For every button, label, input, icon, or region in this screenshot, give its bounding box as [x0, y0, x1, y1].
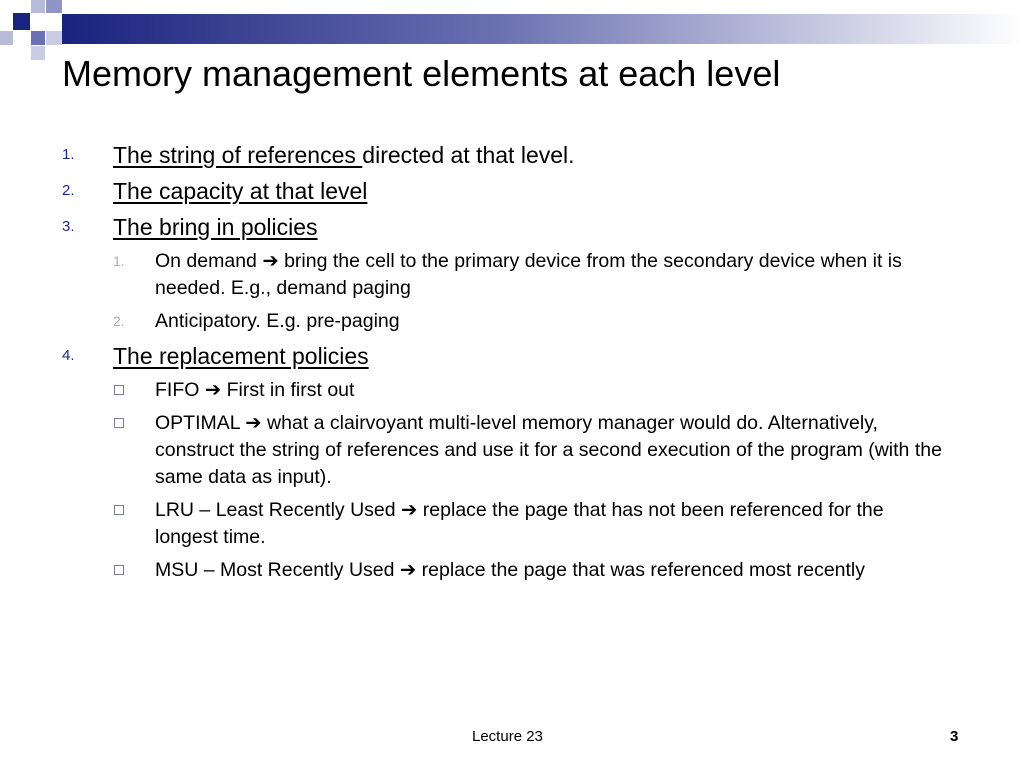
slide-title: Memory management elements at each level	[62, 53, 781, 94]
deco-square	[13, 13, 30, 30]
right-arrow-icon: ➔	[204, 379, 222, 401]
sub-item-msu	[0, 557, 1024, 584]
item-number: 1.	[62, 146, 75, 163]
deco-square	[31, 0, 45, 13]
sub-item-on-demand	[0, 248, 1024, 302]
list-item-4	[0, 341, 1024, 371]
item-text-underlined: The capacity at that level	[113, 178, 368, 204]
item-number: 3.	[62, 218, 75, 235]
square-bullet-icon	[114, 565, 124, 575]
square-bullet-icon	[114, 385, 124, 395]
item-text-underlined: The replacement policies	[113, 343, 369, 369]
sub-item-text: MSU – Most Recently Used	[155, 559, 400, 581]
sub-item-text: Anticipatory. E.g. pre-paging	[155, 310, 400, 332]
deco-square	[31, 46, 45, 60]
item-number: 4.	[62, 347, 75, 364]
sub-item-fifo	[0, 377, 1024, 404]
list-item-2	[0, 176, 1024, 206]
right-arrow-icon: ➔	[245, 412, 262, 434]
square-bullet-icon	[114, 505, 124, 515]
header-gradient-bar	[62, 14, 1024, 44]
deco-square	[46, 0, 62, 13]
right-arrow-icon: ➔	[401, 499, 418, 521]
sub-item-text: On demand	[155, 250, 263, 272]
sub-item-anticipatory	[0, 308, 1024, 335]
deco-square	[0, 31, 13, 45]
deco-square	[31, 31, 45, 45]
sub-item-number: 1.	[113, 253, 125, 269]
right-arrow-icon: ➔	[399, 559, 417, 581]
sub-item-optimal	[0, 410, 1024, 491]
item-number: 2.	[62, 182, 75, 199]
sub-item-number: 2.	[113, 313, 125, 329]
sub-item-text: First in first out	[221, 379, 355, 401]
sub-item-text: bring the cell to the primary device from the secondary device when it is needed. E.g., demand paging	[155, 250, 902, 299]
item-text-underlined: The string of references	[113, 142, 363, 168]
slide-content	[0, 140, 1024, 590]
header-decoration	[0, 0, 1024, 60]
right-arrow-icon: ➔	[262, 250, 279, 272]
deco-square	[46, 31, 62, 45]
sub-item-text: replace the page that was referenced most recently	[416, 559, 866, 581]
footer-lecture-label: Lecture 23	[472, 728, 543, 745]
list-item-1	[0, 140, 1024, 170]
sub-item-text: OPTIMAL	[155, 412, 246, 434]
item-text-underlined: The bring in policies	[113, 214, 318, 240]
square-bullet-icon	[114, 418, 124, 428]
sub-item-lru	[0, 497, 1024, 551]
page-number: 3	[950, 728, 959, 745]
list-item-3	[0, 212, 1024, 242]
sub-item-text: replace the page that has not been referenced for the longest time.	[155, 499, 884, 548]
sub-item-text: LRU – Least Recently Used	[155, 499, 402, 521]
sub-item-text: FIFO	[155, 379, 205, 401]
sub-item-text: what a clairvoyant multi-level memory manager would do. Alternatively, construct the string of references and use it for a second execution of the program (with the same data as input).	[155, 412, 942, 488]
item-text: directed at that level.	[362, 142, 575, 168]
